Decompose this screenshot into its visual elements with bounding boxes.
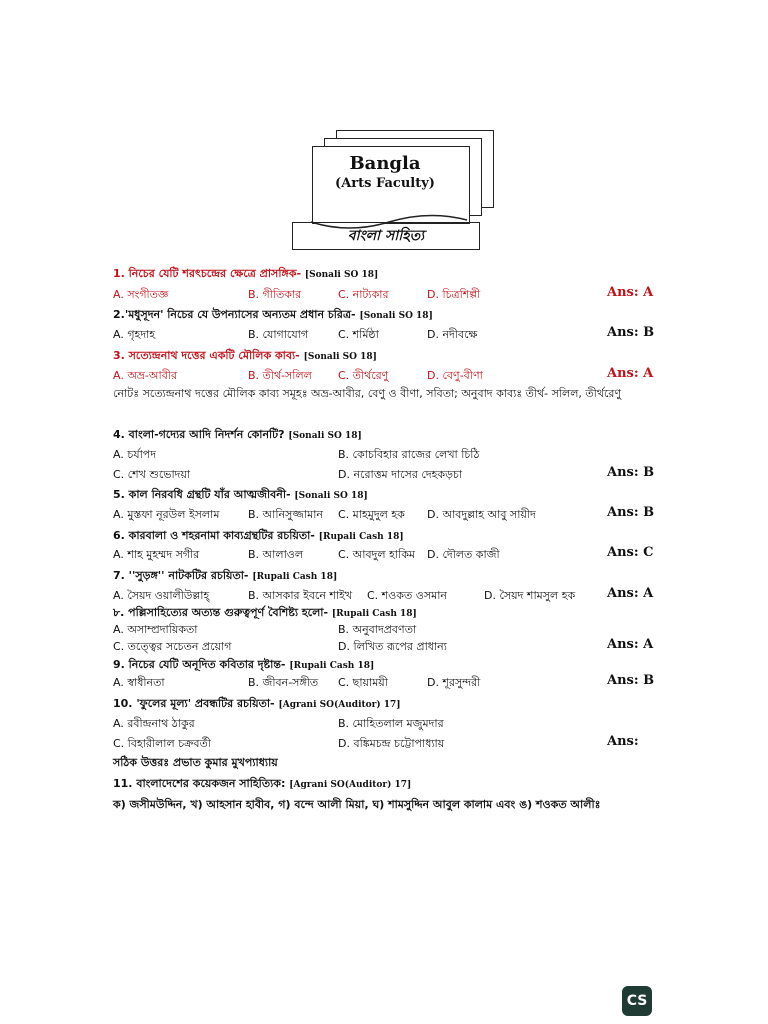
q1-option-b: B. গীতিকার xyxy=(248,288,302,301)
question-11: 11. বাংলাদেশের কয়েকজন সাহিত্যিক: [Agrani SO(Auditor) 17] xyxy=(113,777,412,790)
q4-option-b: B. কোচবিহার রাজের লেখা চিঠি xyxy=(338,448,480,461)
q1-option-a: A. সংগীতজ্ঞ xyxy=(113,288,169,301)
q10-option-a: A. রবীন্দ্রনাথ ঠাকুর xyxy=(113,717,195,730)
q11-list: ক) জসীমউদ্দিন, খ) আহসান হাবীব, গ) বন্দে আলী মিয়া, ঘ) শামসুদ্দিন আবুল কালাম এবং ঙ) শওকত আলীঃ xyxy=(113,798,601,811)
q4-option-a: A. চর্যাপদ xyxy=(113,448,157,461)
q9-option-d: D. শূরসুন্দরী xyxy=(427,676,481,689)
question-6: 6. কারবালা ও শহরনামা কাব্যগ্রন্থটির রচয়িতা- [Rupali Cash 18] xyxy=(113,529,404,542)
q8-option-a: A. অসাম্প্রদায়িকতা xyxy=(113,623,198,636)
q9-option-a: A. স্বাধীনতা xyxy=(113,676,165,689)
q5-option-b: B. আনিসুজ্জামান xyxy=(248,508,323,521)
q8-answer: Ans: A xyxy=(607,637,654,652)
q9-answer: Ans: B xyxy=(607,673,655,688)
camscanner-logo: CS xyxy=(622,986,652,1016)
q4-option-c: C. শেখ শুভোদয়া xyxy=(113,468,191,481)
q8-option-d: D. লিখিত রূপের প্রাধান্য xyxy=(338,640,447,653)
question-5: 5. কাল নিরবধি গ্রন্থটি যাঁর আত্মজীবনী- [Sonali SO 18] xyxy=(113,488,368,501)
question-1: 1. নিচের যেটি শরৎচন্দ্রের ক্ষেত্রে প্রাসঙ্গিক- [Sonali SO 18] xyxy=(113,267,379,280)
question-9: 9. নিচের যেটি অনূদিত কবিতার দৃষ্টান্ত- [Rupali Cash 18] xyxy=(113,658,375,671)
q1-answer: Ans: A xyxy=(607,285,654,300)
q2-option-c: C. শর্মিষ্ঠা xyxy=(338,328,379,341)
q3-option-d: D. বেণু-বীণা xyxy=(427,369,483,382)
q10-option-c: C. বিহারীলাল চক্রবর্তী xyxy=(113,737,211,750)
q5-option-a: A. মুস্তফা নূরউল ইসলাম xyxy=(113,508,220,521)
q3-note: নোটঃ সত্যেন্দ্রনাথ দত্তের মৌলিক কাব্য সমূহঃ অভ্র-আবীর, বেণু ও বীণা, সবিতা; অনুবাদ কাব্যঃ তীর্থ- সলিল, তীর্থরেণু xyxy=(113,387,622,400)
q2-option-a: A. গৃহদাহ xyxy=(113,328,156,341)
q5-answer: Ans: B xyxy=(607,505,655,520)
q8-option-c: C. তত্ত্বের সচেতন প্রয়োগ xyxy=(113,640,232,653)
q2-answer: Ans: B xyxy=(607,325,655,340)
q9-option-b: B. জীবন-সঙ্গীত xyxy=(248,676,319,689)
q8-option-b: B. অনুবাদপ্রবণতা xyxy=(338,623,417,636)
section-title: বাংলা সাহিত্য xyxy=(292,222,480,250)
q6-option-d: D. দৌলত কাজী xyxy=(427,548,500,561)
question-10: 10. 'ফুলের মূল্য' প্রবন্ধটির রচয়িতা- [Agrani SO(Auditor) 17] xyxy=(113,697,401,710)
question-3: 3. সত্যেন্দ্রনাথ দত্তের একটি মৌলিক কাব্য- [Sonali SO 18] xyxy=(113,349,377,362)
question-7: 7. ''সুড়ঙ্গ'' নাটকটির রচয়িতা- [Rupali Cash 18] xyxy=(113,569,338,582)
q10-option-d: D. বঙ্কিমচন্দ্র চট্টোপাধ্যায় xyxy=(338,737,445,750)
q1-option-d: D. চিত্রশিল্পী xyxy=(427,288,481,301)
q2-option-b: B. যোগাযোগ xyxy=(248,328,309,341)
q5-option-d: D. আবদুল্লাহ আবু সায়ীদ xyxy=(427,508,536,521)
q6-option-c: C. আবদুল হাকিম xyxy=(338,548,416,561)
q7-option-d: D. সৈয়দ শামসুল হক xyxy=(484,589,576,602)
q1-option-c: C. নাট্যকার xyxy=(338,288,389,301)
question-4: 4. বাংলা-গদ্যের আদি নিদর্শন কোনটি? [Sonali SO 18] xyxy=(113,428,362,441)
q7-option-c: C. শওকত ওসমান xyxy=(367,589,447,602)
q6-option-a: A. শাহ মুহম্মদ সগীর xyxy=(113,548,200,561)
q4-option-d: D. নরোত্তম দাসের দেহকড়চা xyxy=(338,468,463,481)
q3-option-a: A. অভ্র-আবীর xyxy=(113,369,178,382)
q10-answer: Ans: xyxy=(607,734,639,749)
q3-option-c: C. তীর্থরেণু xyxy=(338,369,389,382)
q10-correct-answer: সঠিক উত্তরঃ প্রভাত কুমার মুখপ্যাধ্যায় xyxy=(113,756,278,769)
q9-option-c: C. ছায়াময়ী xyxy=(338,676,388,689)
q7-answer: Ans: A xyxy=(607,586,654,601)
q10-option-b: B. মোহিতলাল মজুমদার xyxy=(338,717,444,730)
q3-option-b: B. তীর্থ-সলিল xyxy=(248,369,312,382)
q4-answer: Ans: B xyxy=(607,465,655,480)
q5-option-c: C. মাহমুদুল হক xyxy=(338,508,405,521)
q2-option-d: D. নদীবক্ষে xyxy=(427,328,478,341)
header-subtitle: (Arts Faculty) xyxy=(335,176,435,191)
question-8: ৮. পল্লিসাহিত্যের অত্যন্ত গুরুত্বপূর্ণ বৈশিষ্ট্য হলো- [Rupali Cash 18] xyxy=(113,606,417,619)
q7-option-a: A. সৈয়দ ওয়ালীউল্লাহ্ xyxy=(113,589,210,602)
header-title: Bangla xyxy=(349,153,421,174)
question-2: 2.'মধুসূদন' নিচের যে উপন্যাসের অন্যতম প্রধান চরিত্র- [Sonali SO 18] xyxy=(113,308,433,321)
q6-answer: Ans: C xyxy=(607,545,654,560)
q6-option-b: B. আলাওল xyxy=(248,548,304,561)
q7-option-b: B. আসকার ইবনে শাইখ xyxy=(248,589,353,602)
q3-answer: Ans: A xyxy=(607,366,654,381)
